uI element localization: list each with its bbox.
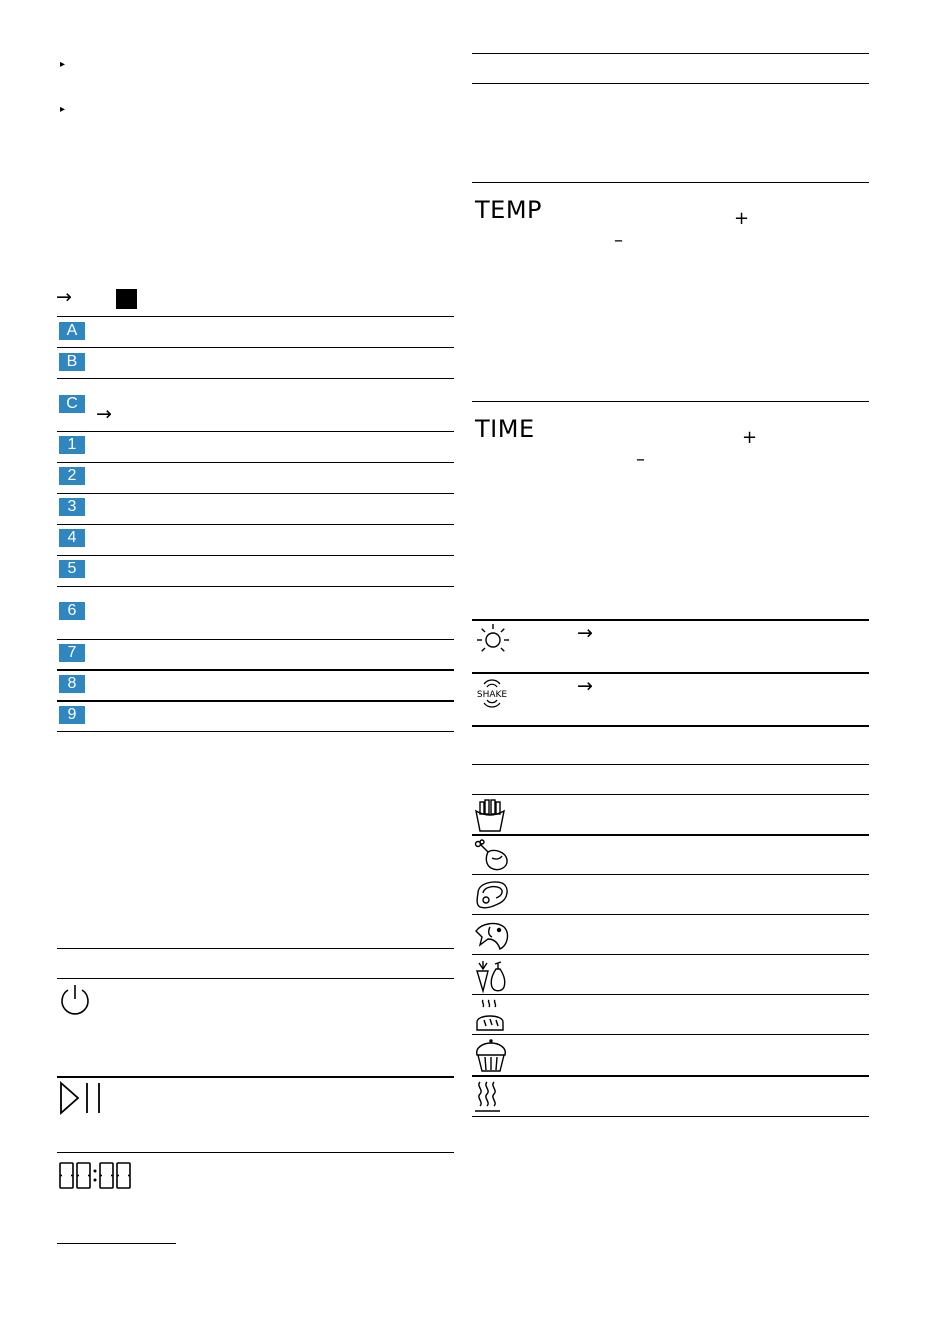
table-rule — [472, 619, 869, 621]
badge-8: 8 — [59, 675, 85, 693]
table-rule — [472, 401, 869, 402]
filled-square-symbol — [116, 289, 137, 309]
bread-icon — [474, 998, 506, 1034]
power-icon — [59, 984, 91, 1016]
table-rule — [472, 1075, 869, 1077]
bullet-marker-1: ▸ — [60, 59, 66, 70]
table-rule — [57, 316, 454, 317]
badge-7: 7 — [59, 644, 85, 662]
table-rule — [57, 1152, 454, 1153]
table-rule — [472, 794, 869, 795]
badge-3: 3 — [59, 498, 85, 516]
table-rule — [57, 555, 454, 556]
table-rule — [57, 347, 454, 348]
badge-5: 5 — [59, 560, 85, 578]
badge-b: B — [59, 353, 85, 371]
table-rule — [57, 493, 454, 494]
badge-9: 9 — [59, 706, 85, 724]
table-rule — [472, 954, 869, 955]
table-rule — [472, 83, 869, 84]
table-rule — [57, 462, 454, 463]
badge-4: 4 — [59, 529, 85, 547]
table-rule — [472, 1034, 869, 1035]
table-rule — [57, 978, 454, 979]
segment-display-icon — [58, 1161, 132, 1191]
plus-sign: + — [742, 427, 758, 448]
table-rule — [57, 731, 454, 732]
table-rule — [57, 378, 454, 379]
table-rule — [57, 586, 454, 587]
badge-c: C — [59, 395, 85, 413]
plus-sign: + — [734, 208, 750, 229]
light-icon — [476, 623, 510, 657]
fish-icon — [474, 919, 510, 953]
badge-a: A — [59, 322, 85, 340]
table-rule — [57, 700, 454, 702]
arrow-marker: → — [577, 622, 593, 644]
chicken-drumstick-icon — [474, 840, 510, 872]
steak-icon — [474, 879, 510, 911]
minus-sign: – — [636, 449, 645, 470]
heat-icon — [474, 1080, 502, 1114]
arrow-marker: → — [577, 675, 593, 697]
shake-icon — [473, 677, 511, 711]
table-rule — [472, 764, 869, 765]
footnote-rule — [57, 1243, 176, 1244]
table-rule — [57, 1076, 454, 1078]
table-rule — [57, 431, 454, 432]
shake-label: SHAKE — [476, 690, 508, 700]
bullet-marker-2: ▸ — [60, 104, 66, 115]
table-rule — [472, 725, 869, 727]
table-rule — [472, 994, 869, 995]
fries-icon — [474, 799, 506, 833]
table-rule — [472, 53, 869, 54]
table-rule — [472, 1116, 869, 1117]
badge-1: 1 — [59, 436, 85, 454]
muffin-icon — [474, 1039, 508, 1073]
inline-arrow: → — [96, 403, 112, 425]
table-rule — [472, 182, 869, 183]
badge-6: 6 — [59, 602, 85, 620]
arrow-marker: → — [56, 286, 72, 308]
table-rule — [57, 669, 454, 671]
table-rule — [57, 639, 454, 640]
vegetables-icon — [474, 959, 506, 993]
table-rule — [472, 874, 869, 875]
table-rule — [472, 914, 869, 915]
table-rule — [472, 672, 869, 674]
table-rule — [57, 524, 454, 525]
play-pause-icon — [59, 1082, 103, 1114]
badge-2: 2 — [59, 467, 85, 485]
time-label: TIME — [475, 415, 535, 443]
minus-sign: – — [614, 230, 623, 251]
temp-label: TEMP — [475, 196, 543, 224]
table-rule — [472, 834, 869, 836]
table-rule — [57, 948, 454, 949]
